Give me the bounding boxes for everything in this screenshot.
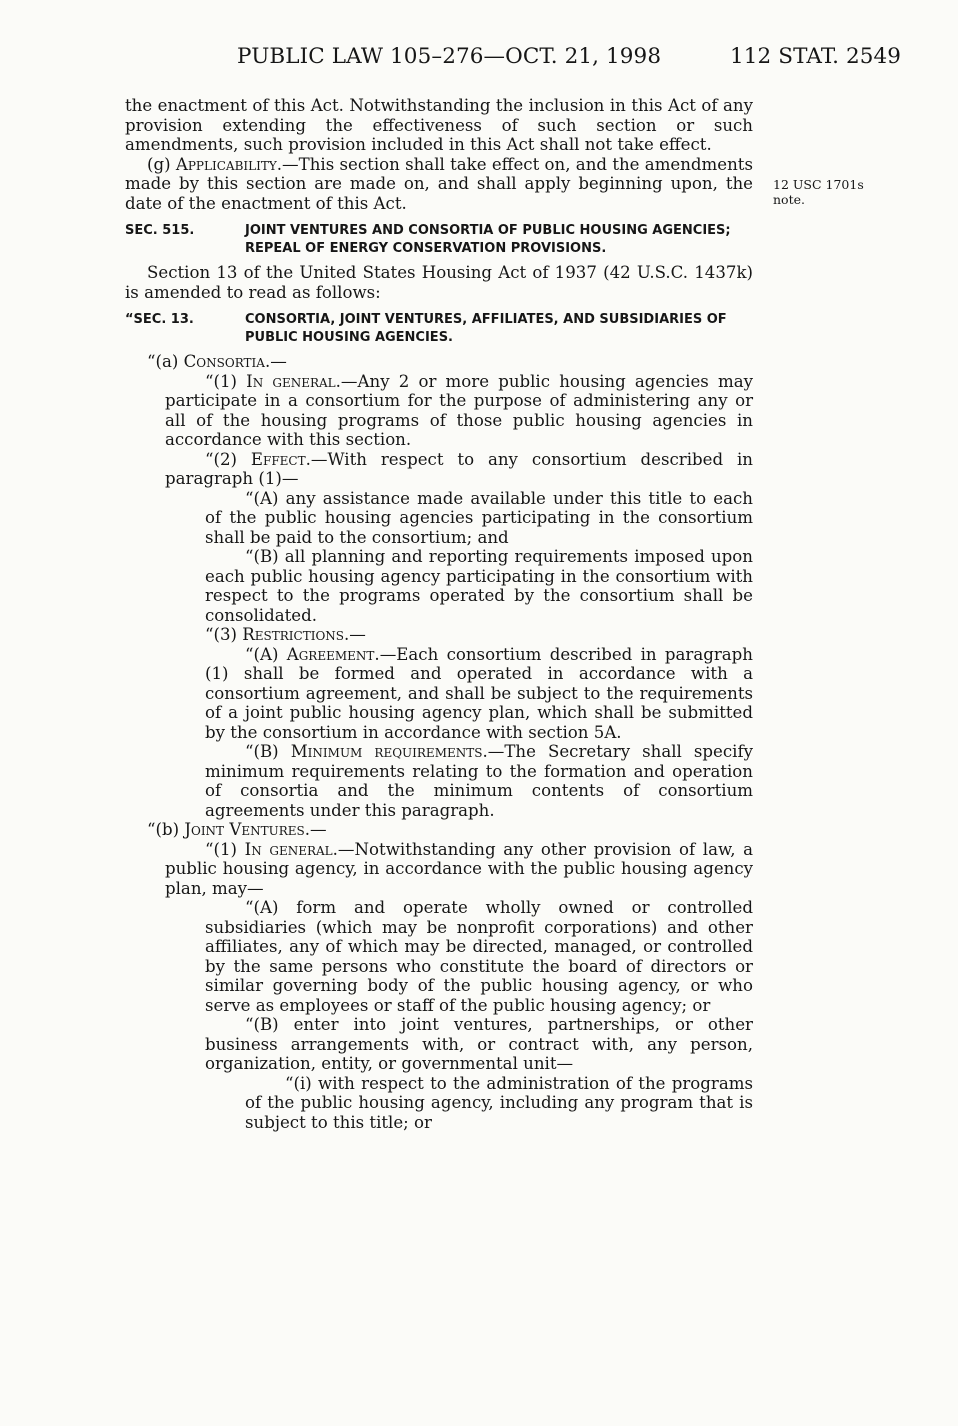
subsection-a-text: .— (264, 352, 287, 371)
section-13-heading (125, 311, 753, 346)
margin-note-line2: note. (773, 192, 805, 207)
subsection-b-text: .— (304, 820, 327, 839)
paragraph-b1-text: .—Notwithstanding any other provision of law, a public housing agency, in accordance with the public housing agency plan, may— (165, 839, 754, 898)
subparagraph-b1B: “(B) enter into joint ventures, partnerships, or other business arrangements with, or contract with, any person, organization, entity, or governmental unit— (205, 1015, 753, 1073)
paragraph-a3-heading: Restrictions (242, 625, 345, 644)
margin-note-line1: 12 USC 1701s (773, 177, 864, 192)
section-13-number: “SEC. 13. (125, 312, 194, 327)
subparagraph-a3B-lead: “(B) (245, 742, 291, 761)
subsection-a-lead: “(a) (147, 352, 184, 371)
subparagraph-a2B: “(B) all planning and reporting requirements imposed upon each public housing agency participating in the consortium with respect to the programs operated by the consortium shall be consolidated. (205, 547, 753, 625)
subsection-g-heading: Applicability (175, 154, 277, 174)
subparagraph-a3A-heading: Agreement (286, 644, 375, 664)
subparagraph-a2A: “(A) any assistance made available under this title to each of the public housing agencies participating in the consortium shall be paid to the consortium; and (205, 488, 753, 547)
paragraph-b1-general (125, 840, 753, 899)
subparagraph-a3B-minimum (125, 742, 753, 820)
running-header-title: PUBLIC LAW 105–276—OCT. 21, 1998 (237, 44, 662, 69)
section-515-title: JOINT VENTURES AND CONSORTIA OF PUBLIC HOUSING AGENCIES; REPEAL OF ENERGY CONSERVATION PROVISIONS. (245, 223, 731, 256)
subsection-a-consortia (125, 352, 753, 372)
subparagraph-a3B-text: .—The Secretary shall specify minimum requirements relating to the formation and operation of consortia and the minimum contents of consortium agreements under this paragraph. (205, 742, 753, 820)
subsection-b-heading: Joint Ventures (184, 820, 305, 839)
subsection-g-applicability (125, 155, 753, 214)
subparagraph-a3A-text: .—Each consortium described in paragraph (1) shall be formed and operated in accordance with a consortium agreement, and shall be subject to the requirements of a joint public housing agency plan, which shall be submitted by the consortium in accordance with section 5A. (205, 644, 753, 742)
subsection-a-heading: Consortia (183, 352, 265, 371)
subparagraph-a3B-heading: Minimum requirements (290, 742, 483, 761)
subsection-b-lead: “(b) (147, 820, 185, 839)
amendment-intro: Section 13 of the United States Housing Act of 1937 (42 U.S.C. 1437k) is amended to read as follows: (125, 263, 753, 302)
margin-citation-note (773, 177, 883, 207)
paragraph-b1-lead: “(1) (205, 839, 245, 859)
subsection-b-joint-ventures (125, 820, 753, 840)
paragraph-a1-general (125, 372, 753, 450)
document-body (125, 96, 753, 1132)
paragraph-a2-lead: “(2) (205, 449, 251, 469)
paragraph-a1-text: .—Any 2 or more public housing agencies may participate in a consortium for the purpose of administering any or all of the housing programs of those public housing agencies in accordance with this section. (165, 371, 753, 449)
paragraph-a2-text: .—With respect to any consortium described in paragraph (1)— (165, 449, 753, 488)
running-header-page: 112 STAT. 2549 (730, 44, 902, 69)
section-515-number: SEC. 515. (125, 223, 195, 238)
paragraph-a1-heading: In general (246, 371, 336, 391)
section-13-title: CONSORTIA, JOINT VENTURES, AFFILIATES, AND SUBSIDIARIES OF PUBLIC HOUSING AGENCIES. (245, 312, 727, 345)
clause-b1Bi: “(i) with respect to the administration of the programs of the public housing agency, including any program that is subject to this title; or (245, 1073, 753, 1132)
subparagraph-a3A-lead: “(A) (245, 644, 287, 664)
section-515-heading (125, 222, 753, 257)
subparagraph-a3A-agreement (125, 645, 753, 743)
paragraph-continued: the enactment of this Act. Notwithstanding the inclusion in this Act of any provision extending the effectiveness of such section or such amendments, such provision included in this Act shall not take effect. (125, 96, 753, 154)
paragraph-a3-restrictions (125, 625, 753, 645)
subsection-g-text: .—This section shall take effect on, and the amendments made by this section are made on, and shall apply beginning upon, the date of the enactment of this Act. (125, 154, 753, 213)
paragraph-b1-heading: In general (244, 839, 333, 859)
paragraph-a3-text: .— (344, 625, 366, 644)
paragraph-a2-effect (125, 450, 753, 489)
paragraph-a1-lead: “(1) (205, 371, 247, 391)
paragraph-a3-lead: “(3) (205, 625, 243, 644)
subparagraph-b1A: “(A) form and operate wholly owned or controlled subsidiaries (which may be nonprofit corporations) and other affiliates, any of which may be directed, managed, or controlled by the same persons who constitute the board of directors or similar governing body of the public housing agency, or who serve as employees or staff of the public housing agency; or (205, 898, 753, 1015)
paragraph-a2-heading: Effect (250, 449, 306, 469)
subsection-g-lead: (g) (147, 154, 176, 174)
